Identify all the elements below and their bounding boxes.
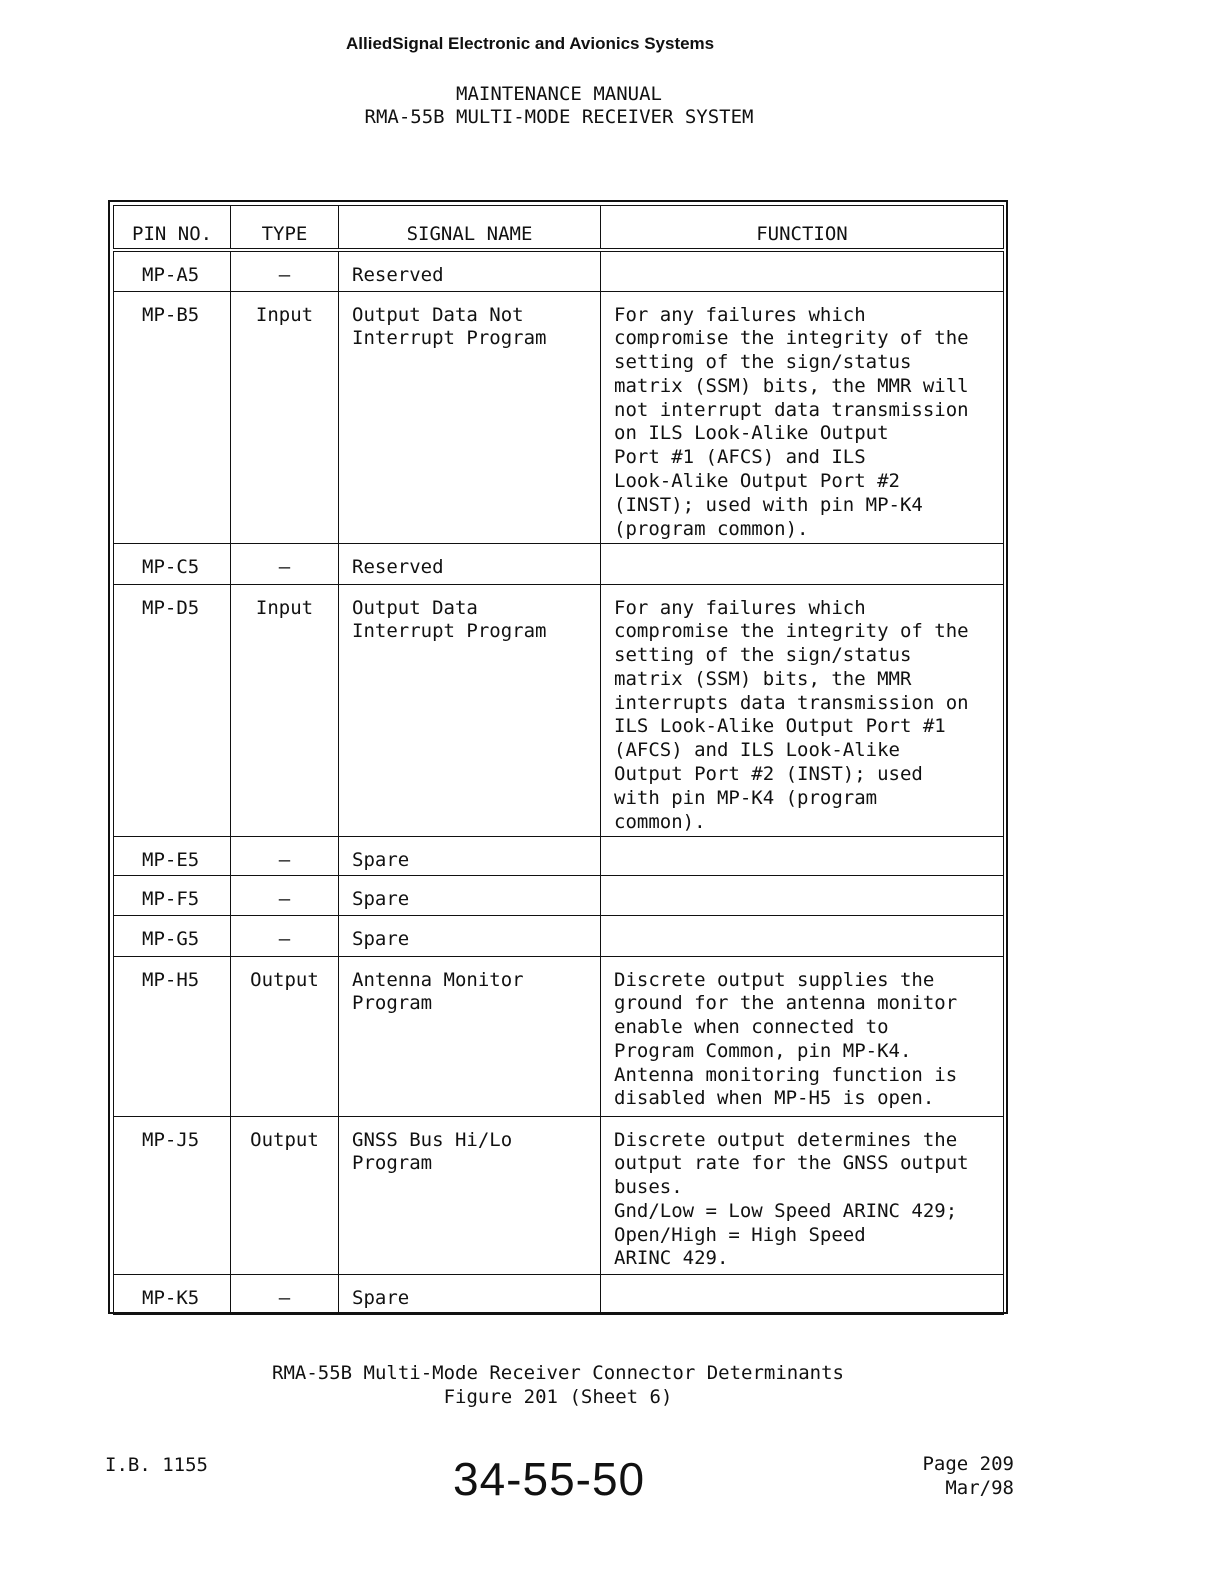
type-cell: – [231,543,339,584]
type-cell: Output [231,956,339,1116]
pin-cell: MP-B5 [114,291,231,543]
function-cell [601,1274,1004,1314]
signal-text: Reserved [352,264,444,286]
table-row [114,584,1004,836]
connector-table-frame [108,200,1008,1314]
pin-cell: MP-A5 [114,250,231,291]
column-header-type: TYPE [231,206,339,251]
table-row [114,836,1004,875]
type-cell: – [231,250,339,291]
signal-cell [339,543,601,584]
table-row [114,1116,1004,1274]
pin-cell: MP-G5 [114,915,231,956]
type-cell: – [231,836,339,875]
signal-cell [339,836,601,875]
pin-cell: MP-J5 [114,1116,231,1274]
pin-cell: MP-K5 [114,1274,231,1314]
pin-cell: MP-C5 [114,543,231,584]
signal-text: Spare [352,927,410,950]
table-row [114,956,1004,1116]
signal-cell [339,291,601,543]
manual-title: MAINTENANCE MANUAL [456,83,662,105]
signal-cell [339,1116,601,1274]
column-header-function: FUNCTION [601,206,1004,251]
table-row [114,291,1004,543]
function-cell [601,543,1004,584]
page-number: Page 209 [922,1453,1014,1475]
table-row [114,1274,1004,1314]
signal-cell [339,875,601,915]
signal-text: Spare [352,848,410,871]
table-row [114,875,1004,915]
function-cell [601,875,1004,915]
column-header-pin: PIN NO. [114,206,231,251]
type-cell: Output [231,1116,339,1274]
signal-cell [339,250,601,291]
function-cell: For any failures which compromise the integrity of the setting of the sign/status matrix (SSM) bits, the MMR interrupts data transmission on ILS Look-Alike Output Port #1 (AFCS) and ILS Look-Alike Output Port #2 (INST); used with pin MP-K4 (program common). [601,584,1004,836]
signal-text: Reserved [352,555,444,578]
function-cell [601,250,1004,291]
pin-cell: MP-D5 [114,584,231,836]
function-cell: For any failures which compromise the integrity of the setting of the sign/status matrix (SSM) bits, the MMR will not interrupt data transmission on ILS Look-Alike Output Port #1 (AFCS) and ILS Look-Alike Output Port #2 (INST); used with pin MP-K4 (program common). [601,291,1004,543]
pin-cell: MP-E5 [114,836,231,875]
table-row [114,915,1004,956]
signal-cell [339,1274,601,1314]
type-cell: Input [231,584,339,836]
type-cell: – [231,1274,339,1314]
signal-text: Spare [352,1286,410,1309]
signal-cell [339,956,601,1116]
pin-cell: MP-F5 [114,875,231,915]
connector-table [113,205,1004,1315]
function-cell: Discrete output supplies the ground for the antenna monitor enable when connected to Program Common, pin MP-K4. Antenna monitoring function is disabled when MP-H5 is open. [601,956,1004,1116]
company-name: AlliedSignal Electronic and Avionics Systems [346,34,715,53]
chapter-number: 34-55-50 [453,1453,646,1505]
function-cell [601,836,1004,875]
signal-text: GNSS Bus Hi/Lo Program [352,1128,513,1175]
ib-number: I.B. 1155 [105,1454,208,1476]
signal-text: Spare [352,887,410,910]
function-cell: Discrete output determines the output rate for the GNSS output buses. Gnd/Low = Low Speed ARINC 429; Open/High = High Speed ARINC 429. [601,1116,1004,1274]
revision-date: Mar/98 [945,1477,1014,1499]
table-row [114,543,1004,584]
column-header-signal: SIGNAL NAME [339,206,601,251]
table-header-row [114,206,1004,251]
function-cell [601,915,1004,956]
signal-text: Output Data Interrupt Program [352,596,547,643]
pin-cell: MP-H5 [114,956,231,1116]
table-row [114,250,1004,291]
manual-subtitle: RMA-55B MULTI-MODE RECEIVER SYSTEM [364,106,754,128]
figure-caption: RMA-55B Multi-Mode Receiver Connector Determinants [272,1362,844,1384]
signal-text: Antenna Monitor Program [352,968,524,1015]
type-cell: – [231,915,339,956]
signal-cell [339,915,601,956]
figure-number: Figure 201 (Sheet 6) [443,1386,673,1408]
signal-text: Output Data Not Interrupt Program [352,303,547,350]
signal-cell [339,584,601,836]
type-cell: Input [231,291,339,543]
type-cell: – [231,875,339,915]
